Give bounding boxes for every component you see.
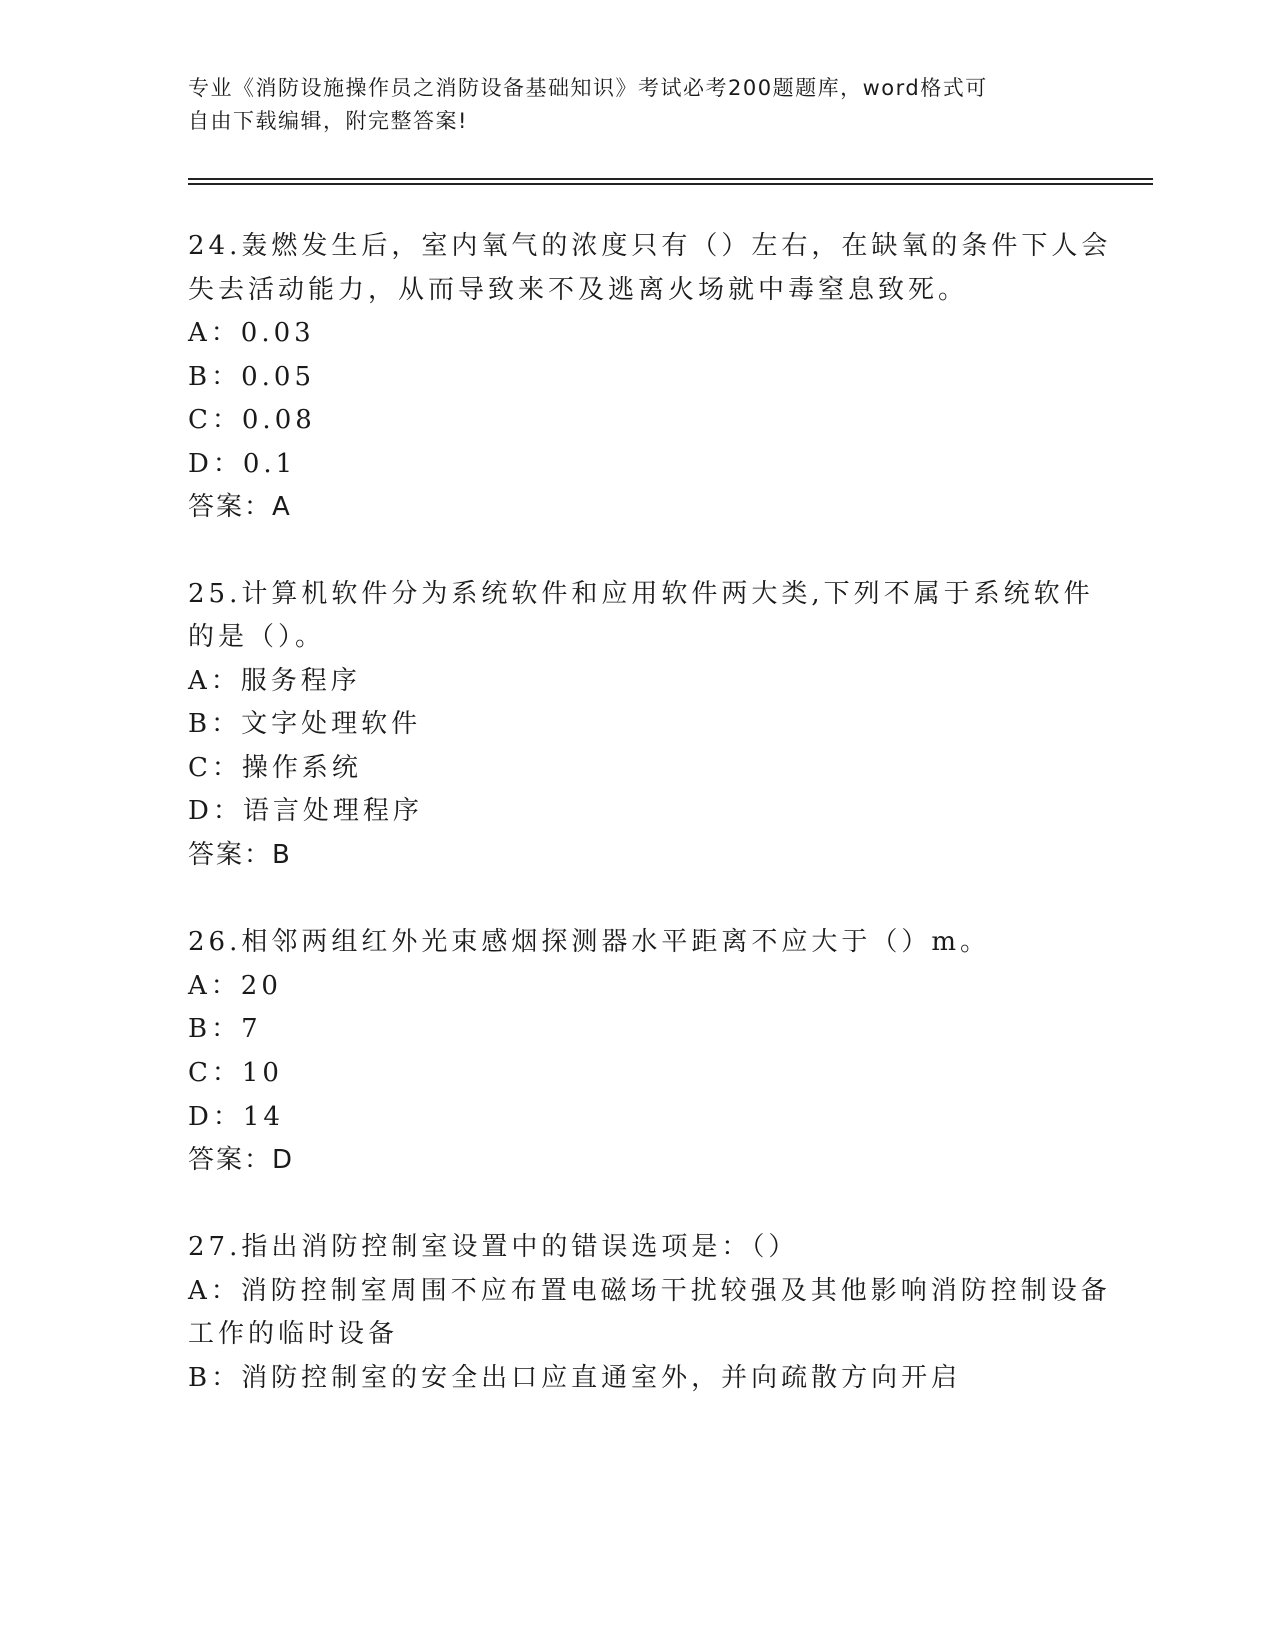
question-stem-line: 25.计算机软件分为系统软件和应用软件两大类,下列不属于系统软件	[188, 579, 1094, 609]
document-header	[188, 72, 1068, 138]
option-b: B：0.05	[188, 362, 315, 392]
option-a: A：20	[188, 971, 282, 1001]
question-stem-line: 失去活动能力，从而导致来不及逃离火场就中毒窒息致死。	[188, 275, 969, 305]
question-stem-line: 27.指出消防控制室设置中的错误选项是：（）	[188, 1232, 799, 1262]
header-divider-bottom	[188, 183, 1153, 185]
option-c: C：0.08	[188, 405, 316, 435]
option-c: C：10	[188, 1058, 283, 1088]
question-stem-line: 的是（）。	[188, 622, 326, 652]
option-b: B：7	[188, 1014, 262, 1044]
option-b: B：消防控制室的安全出口应直通室外，并向疏散方向开启	[188, 1363, 962, 1393]
option-d: D：0.1	[188, 449, 297, 479]
answer-label: 答案：A	[188, 492, 292, 522]
question-stem-line: 24.轰燃发生后，室内氧气的浓度只有（）左右，在缺氧的条件下人会	[188, 231, 1112, 261]
option-b: B：文字处理软件	[188, 709, 422, 739]
answer-label: 答案：B	[188, 840, 292, 870]
option-a: A：0.03	[188, 318, 315, 348]
option-a-continued: 工作的临时设备	[188, 1319, 399, 1349]
question-stem-line: 26.相邻两组红外光束感烟探测器水平距离不应大于（）m。	[188, 927, 991, 957]
option-c: C：操作系统	[188, 753, 362, 783]
option-a: A：消防控制室周围不应布置电磁场干扰较强及其他影响消防控制设备	[188, 1276, 1111, 1306]
option-d: D：14	[188, 1102, 284, 1132]
option-a: A：服务程序	[188, 666, 361, 696]
option-d: D：语言处理程序	[188, 796, 423, 826]
answer-label: 答案：D	[188, 1145, 295, 1175]
header-divider-top	[188, 178, 1153, 180]
header-line-1: 专业《消防设施操作员之消防设备基础知识》考试必考200题题库，word格式可	[188, 76, 988, 100]
header-line-2: 自由下载编辑，附完整答案!	[188, 109, 468, 133]
